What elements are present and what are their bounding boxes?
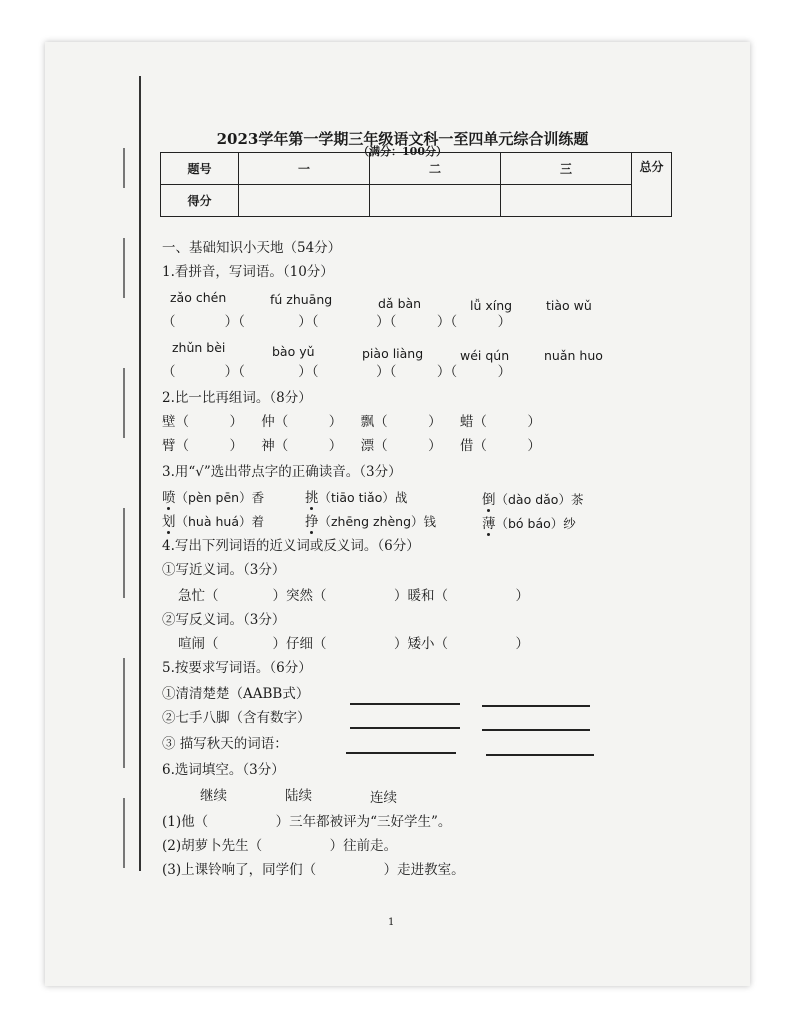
binding-dash	[123, 508, 125, 598]
binding-dash	[123, 658, 125, 768]
char: 壁	[162, 414, 176, 430]
word: 喧闹	[178, 636, 205, 652]
exam-title: 2023学年第一学期三年级语文科一至四单元综合训练题	[216, 130, 589, 148]
score-table	[160, 152, 672, 217]
reading-row	[162, 514, 264, 530]
question-4-title: 4.写出下列词语的近义词或反义词。（6分）	[162, 538, 420, 554]
pinyin-3: dǎ bàn	[378, 296, 422, 311]
char: 神	[261, 438, 275, 454]
char: 臂	[162, 438, 176, 454]
dotted-char: 挣	[305, 514, 319, 530]
char: 漂	[360, 438, 375, 454]
word: 矮小	[407, 636, 435, 652]
q5-item-3: ③ 描写秋天的词语：	[162, 736, 288, 752]
q5-item-1: ①清清楚楚（AABB式）	[162, 686, 310, 702]
binding-dash	[123, 368, 125, 438]
binding-dash	[123, 238, 125, 298]
choice-word: 连续	[370, 790, 397, 806]
word: 急忙	[178, 588, 205, 604]
binding-margin	[95, 38, 141, 898]
reading-row	[482, 492, 583, 508]
synonym-heading: ①写近义词。（3分）	[162, 562, 286, 578]
reading-row	[305, 490, 407, 506]
reading-row	[162, 490, 264, 506]
synonym-row: 急忙（ ）突然（ ）暖和（ ）	[178, 588, 529, 604]
page-number: 1	[388, 917, 395, 928]
choice-word: 陆续	[285, 788, 312, 804]
exam-subtitle: （满分：100分）	[358, 145, 447, 158]
binding-line	[139, 76, 141, 871]
dotted-char: 喷	[162, 490, 176, 506]
q5-item-2: ②七手八脚（含有数字）	[162, 710, 311, 726]
word: 突然	[286, 588, 313, 604]
antonym-heading: ②写反义词。（3分）	[162, 612, 286, 628]
reading-options[interactable]: （dào dǎo）茶	[495, 492, 584, 507]
reading-options[interactable]: （bó báo）纱	[495, 516, 576, 531]
dotted-char: 划	[162, 514, 176, 530]
char: 蜡	[459, 414, 474, 430]
fill-sentence-3: (3)上课铃响了，同学们（ ）走进教室。	[162, 862, 465, 878]
compare-row: 壁（ ） 仲（ ） 飘（ ） 蜡（ ）	[162, 414, 541, 430]
score-col-3: 三	[501, 153, 632, 185]
word: 仔细	[286, 636, 313, 652]
score-col-2: 二	[370, 153, 501, 185]
dotted-char: 挑	[305, 490, 319, 506]
compare-row: 臂（ ） 神（ ） 漂（ ） 借（ ）	[162, 438, 541, 454]
binding-dash	[123, 798, 125, 868]
section-heading: 一、基础知识小天地（54分）	[162, 240, 342, 256]
answer-line[interactable]	[346, 752, 456, 754]
question-2-title: 2.比一比再组词。（8分）	[162, 390, 312, 406]
char: 飘	[360, 414, 375, 430]
score-cell[interactable]	[239, 185, 370, 217]
score-row-label: 题号	[161, 153, 239, 185]
answer-line[interactable]	[350, 727, 460, 729]
dotted-char: 薄	[482, 516, 496, 532]
pinyin-5: tiào wǔ	[546, 298, 592, 313]
score-col-1: 一	[239, 153, 370, 185]
reading-options[interactable]: （zhēng zhèng）钱	[318, 514, 437, 529]
pinyin-4: lǚ xíng	[470, 298, 513, 313]
question-3-title: 3.用“√”选出带点字的正确读音。（3分）	[162, 464, 402, 480]
pinyin-6: zhǔn bèi	[172, 340, 226, 355]
score-total: 总分	[632, 153, 672, 217]
choice-word: 继续	[200, 788, 227, 804]
antonym-row: 喧闹（ ）仔细（ ）矮小（ ）	[178, 636, 529, 652]
answer-line[interactable]	[486, 754, 594, 756]
pinyin-9: wéi qún	[460, 348, 510, 363]
reading-options[interactable]: （tiāo tiǎo）战	[318, 490, 408, 505]
char: 借	[459, 438, 474, 454]
reading-row	[305, 514, 436, 530]
pinyin-2: fú zhuāng	[270, 292, 333, 307]
question-6-title: 6.选词填空。（3分）	[162, 762, 285, 778]
pinyin-8: piào liàng	[362, 346, 424, 361]
answer-line[interactable]	[482, 729, 590, 731]
question-1-title: 1.看拼音，写词语。（10分）	[162, 264, 334, 280]
dotted-char: 倒	[482, 492, 496, 508]
char: 仲	[261, 414, 275, 430]
question-5-title: 5.按要求写词语。（6分）	[162, 660, 312, 676]
reading-row	[482, 516, 576, 532]
answer-line[interactable]	[482, 705, 590, 707]
word: 暖和	[407, 588, 435, 604]
fill-sentence-2: (2)胡萝卜先生（ ）往前走。	[162, 838, 398, 854]
reading-options[interactable]: （huà huá）着	[175, 514, 264, 529]
binding-dash	[123, 148, 125, 188]
answer-line[interactable]	[350, 703, 460, 705]
pinyin-7: bào yǔ	[272, 344, 315, 359]
score-cell[interactable]	[370, 185, 501, 217]
pinyin-10: nuǎn huo	[544, 348, 603, 363]
reading-options[interactable]: （pèn pēn）香	[175, 490, 265, 505]
fill-sentence-1: (1)他（ ）三年都被评为“三好学生”。	[162, 814, 452, 830]
pinyin-1: zǎo chén	[170, 290, 227, 305]
score-cell[interactable]	[501, 185, 632, 217]
score-row-label: 得分	[161, 185, 239, 217]
answer-brackets[interactable]: （ ）（ ）（ ）（ ）（ ）	[162, 314, 512, 330]
answer-brackets[interactable]: （ ）（ ）（ ）（ ）（ ）	[162, 364, 512, 380]
